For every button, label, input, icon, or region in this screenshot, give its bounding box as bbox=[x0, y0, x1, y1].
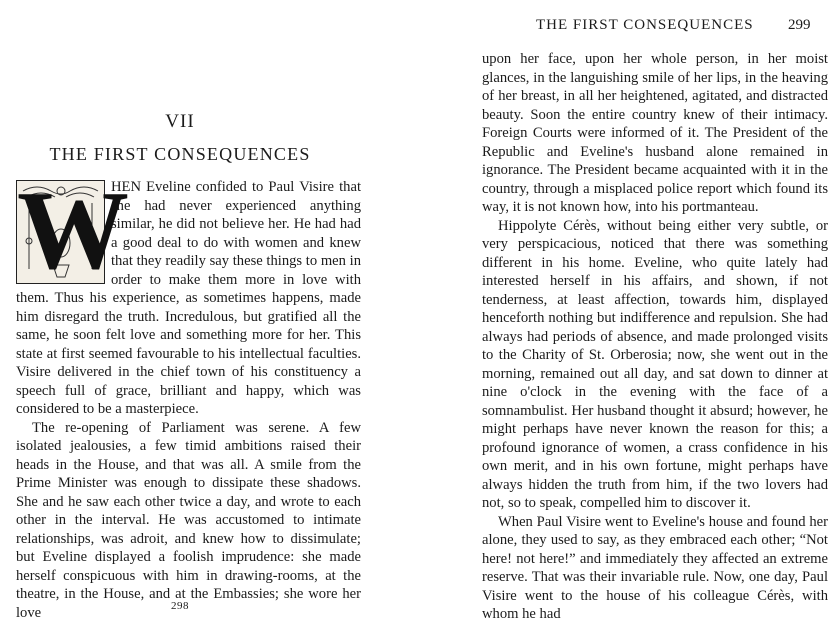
paragraph: upon her face, upon her whole person, in her moist glances, in the languishing smile of her lips, in the heaving of her breast, in all her heightened, agitated, and distracted beauty. Soon the entire country knew of their intimacy. Foreign Courts were informed of it. The President of the Republic and Eveline's husband alone remained in ignorance. The President became acquainted with it in the country, through a misplaced police report which found its way, it is not known how, into his portmanteau. bbox=[482, 51, 828, 215]
page-number: 298 bbox=[171, 600, 189, 612]
right-text-column bbox=[482, 50, 828, 624]
chapter-title: THE FIRST CONSEQUENCES bbox=[49, 144, 311, 164]
left-text-column bbox=[16, 169, 361, 622]
paragraph-text: HEN Eveline confided to Paul Visire that she had never experienced anything similar, he did not believe her. He had had a good deal to do with women and knew that they readily say these things to men in order to make them more in love with them. Thus his experience, as sometimes happens, made him disregard the truth. Incredulous, but gratified all the same, he soon felt love and something more for her. This state at first seemed favourable to his intellectual faculties. Visire delivered in the chief town of his constituency a speech full of grace, brilliant and happy, which was considered to be a masterpiece. bbox=[16, 179, 361, 417]
ornamental-drop-cap bbox=[16, 169, 129, 293]
paragraph: The re-opening of Parliament was serene. A few isolated jealousies, a few timid ambitions raised their heads in the House, and that was all. A smile from the Prime Minister was enough to dissipate these shadows. She and he saw each other twice a day, and wrote to each other in the interval. He was accustomed to intimate relationships, was adroit, and knew how to dissimulate; but Eveline displayed a foolish imprudence: she made herself conspicuous with him in drawing-rooms, at the theatre, in the House, and at the Embassies; she wore her love bbox=[16, 419, 361, 621]
paragraph bbox=[16, 169, 361, 419]
right-page bbox=[418, 0, 836, 627]
chapter-number: VII bbox=[165, 111, 195, 132]
drop-cap-letter: W bbox=[17, 169, 129, 293]
paragraph: Hippolyte Cérès, without being either very subtle, or very perspicacious, noticed that there was something different in his home. Eveline, who quite lately had interested herself in his affairs, and shown, if not tenderness, at least affection, towards him, displayed henceforth nothing but indifference and repulsion. She had always had periods of absence, and made prolonged visits to the Charity of St. Orberosia; now, she went out in the morning, remained out all day, and sat down to dinner at nine o'clock in the evening with the face of a somnambulist. Her husband thought it absurd; however, he might perhaps have never known the reason for this; a profound ignorance of women, a crass confidence in his own merit, and in his own fortune, might perhaps have always hidden the truth from him, if the two lovers had not, so to speak, compelled him to discover it. bbox=[482, 217, 828, 511]
running-head-title: THE FIRST CONSEQUENCES bbox=[536, 17, 754, 33]
running-head bbox=[418, 17, 836, 37]
page-number: 299 bbox=[788, 17, 811, 33]
paragraph: When Paul Visire went to Eveline's house and found her alone, they used to say, as they embraced each other; “Not here! not here!” and immediately they affected an extreme reserve. That was their invariable rule. Now, one day, Paul Visire went to the house of his colleague Cérès, with whom he had bbox=[482, 513, 828, 622]
